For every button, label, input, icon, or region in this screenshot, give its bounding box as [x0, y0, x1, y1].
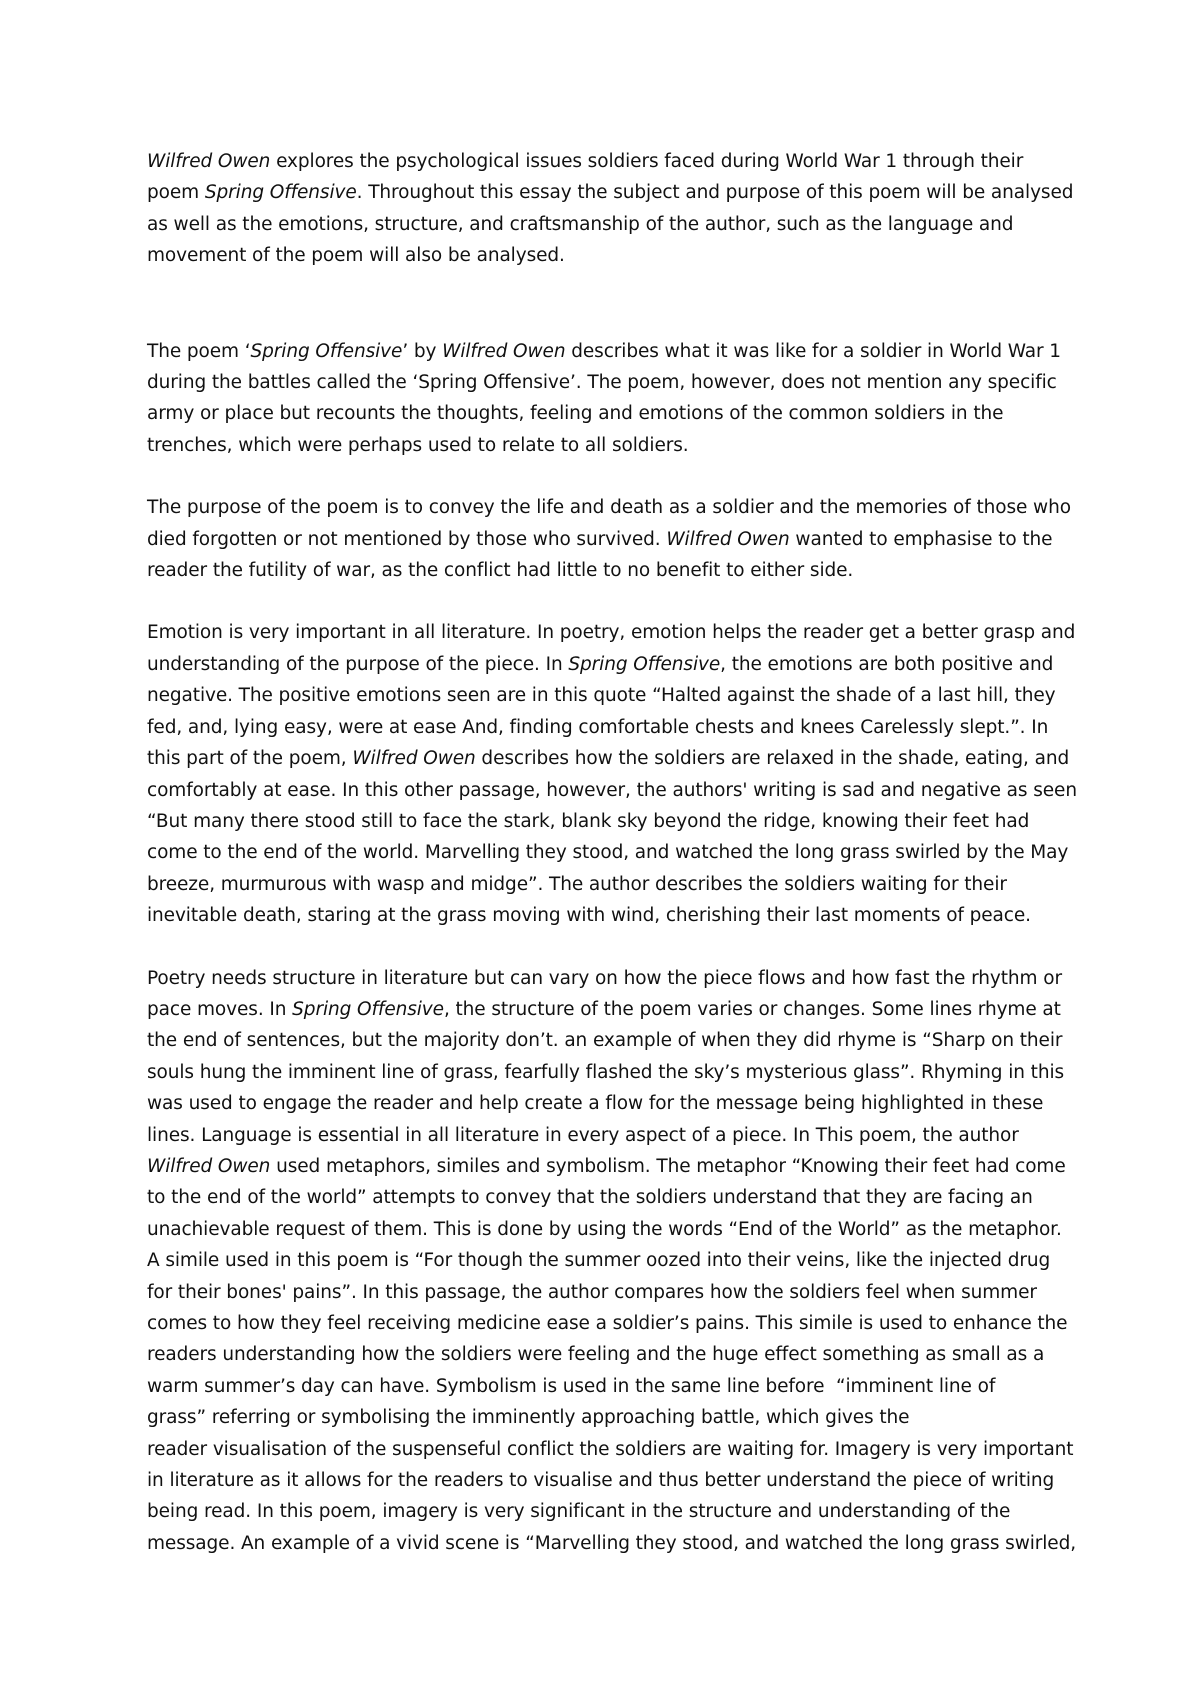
text-line	[147, 837, 1072, 868]
text-run: inevitable death, staring at the grass moving with wind, cherishing their last moments of peace.	[147, 905, 1031, 927]
text-line	[147, 775, 1077, 806]
text-run: describes how the soldiers are relaxed in the shade, eating, and	[475, 748, 1070, 770]
text-run: describes what it was like for a soldier in World War 1	[565, 340, 1061, 362]
text-run: message. An example of a vivid scene is “Marvelling they stood, and watched the long grass swirled,	[147, 1532, 1077, 1554]
text-line	[147, 1057, 1072, 1088]
text-line	[147, 963, 1072, 994]
text-run: used metaphors, similes and symbolism. The metaphor “Knowing their feet had come	[270, 1155, 1066, 1177]
text-run: negative. The positive emotions seen are in this quote “Halted against the shade of a last hill, they	[147, 685, 1056, 707]
text-run: trenches, which were perhaps used to relate to all soldiers.	[147, 434, 689, 456]
text-line	[147, 806, 1072, 837]
text-run: comes to how they feel receiving medicine ease a soldier’s pains. This simile is used to enhance the	[147, 1313, 1068, 1334]
text-line	[147, 524, 1072, 555]
text-line	[147, 1339, 1072, 1370]
text-run: was used to engage the reader and help create a flow for the message being highlighted in these	[147, 1093, 1044, 1115]
text-run: The purpose of the poem is to convey the life and death as a soldier and the memories of those who	[147, 497, 1071, 519]
text-run: poem	[147, 182, 205, 204]
text-line	[147, 492, 1072, 523]
text-line	[147, 1528, 1077, 1559]
text-run: reader visualisation of the suspenseful conflict the soldiers are waiting for. Imagery is very important	[147, 1438, 1074, 1460]
text-line	[147, 398, 1072, 429]
text-run: The poem ‘	[147, 340, 251, 362]
text-run: readers understanding how the soldiers were feeling and the huge effect something as small as a	[147, 1344, 1045, 1366]
text-line	[147, 743, 1072, 774]
text-run: come to the end of the world. Marvelling they stood, and watched the long grass swirled by the May	[147, 842, 1069, 864]
paragraph-spacer	[147, 461, 1072, 492]
text-run: understanding of the purpose of the piece. In	[147, 653, 569, 675]
text-run: comfortably at ease. In this other passage, however, the authors' writing is sad and negative as seen	[147, 779, 1077, 801]
text-run: died forgotten or not mentioned by those who survived.	[147, 528, 667, 550]
text-line	[147, 240, 1072, 271]
text-run: Poetry needs structure in literature but can vary on how the piece flows and how fast the rhythm or	[147, 967, 1062, 989]
text-line	[147, 146, 1072, 177]
text-run: as well as the emotions, structure, and craftsmanship of the author, such as the language and	[147, 213, 1014, 235]
text-run: being read. In this poem, imagery is very significant in the structure and understanding of the	[147, 1501, 1011, 1523]
text-run: “But many there stood still to face the stark, blank sky beyond the ridge, knowing their feet had	[147, 810, 1030, 832]
text-run: for their bones' pains”. In this passage, the author compares how the soldiers feel when summer	[147, 1281, 1037, 1303]
text-run: army or place but recounts the thoughts, feeling and emotions of the common soldiers in the	[147, 403, 1004, 425]
paragraph-2	[147, 336, 1072, 462]
text-run: Emotion is very important in all literature. In poetry, emotion helps the reader get a better grasp and	[147, 622, 1076, 644]
text-line	[147, 1214, 1072, 1245]
text-line	[147, 869, 1072, 900]
italic-text: Wilfred Owen	[666, 528, 790, 550]
text-line	[147, 1277, 1072, 1308]
text-line	[147, 994, 1072, 1025]
text-run: souls hung the imminent line of grass, fearfully flashed the sky’s mysterious glass”. Rhyming in this	[147, 1061, 1065, 1083]
text-line	[147, 1465, 1072, 1496]
text-line	[147, 555, 1072, 586]
paragraph-3	[147, 492, 1072, 586]
text-run: , the structure of the poem varies or changes. Some lines rhyme at	[443, 998, 1061, 1020]
paragraph-1	[147, 146, 1072, 272]
italic-text: Spring Offensive	[292, 998, 444, 1020]
text-run: pace moves. In	[147, 998, 293, 1020]
text-line	[147, 649, 1072, 680]
text-run: this part of the poem,	[147, 748, 353, 770]
text-run: reader the futility of war, as the conflict had little to no benefit to either side.	[147, 560, 854, 582]
paragraph-4	[147, 617, 1077, 931]
italic-text: Wilfred Owen	[352, 748, 476, 770]
text-line	[147, 430, 1072, 461]
text-line	[147, 1182, 1072, 1213]
italic-text: Wilfred Owen	[147, 151, 271, 172]
text-line	[147, 680, 1072, 711]
italic-text: Wilfred Owen	[147, 1155, 271, 1177]
text-run: grass” referring or symbolising the imminently approaching battle, which gives the	[147, 1407, 910, 1429]
text-line	[147, 900, 1072, 931]
text-line	[147, 336, 1072, 367]
text-line	[147, 1371, 1072, 1402]
italic-text: Spring Offensive	[568, 653, 721, 675]
text-line	[147, 1496, 1072, 1527]
text-line	[147, 1434, 1072, 1465]
paragraph-spacer	[147, 272, 1072, 336]
text-line	[147, 1088, 1072, 1119]
text-line	[147, 1308, 1072, 1339]
text-run: lines. Language is essential in all literature in every aspect of a piece. In This poem, the author	[147, 1124, 1019, 1146]
text-line	[147, 1151, 1072, 1182]
paragraph-spacer	[147, 586, 1072, 617]
italic-text: Spring Offensive	[250, 340, 403, 362]
text-run: explores the psychological issues soldiers faced during World War 1 through their	[270, 151, 1024, 172]
text-run: breeze, murmurous with wasp and midge”. The author describes the soldiers waiting for their	[147, 873, 1007, 895]
text-line	[147, 617, 1076, 648]
text-run: A simile used in this poem is “For though the summer oozed into their veins, like the injected drug	[147, 1250, 1051, 1272]
text-line	[147, 1120, 1072, 1151]
paragraph-spacer	[147, 932, 1072, 963]
essay-body	[147, 146, 1077, 1559]
text-run: during the battles called the ‘Spring Offensive’. The poem, however, does not mention any specific	[147, 372, 1057, 394]
text-line	[147, 177, 1072, 208]
text-run: , the emotions are both positive and	[720, 653, 1054, 675]
text-line	[147, 1402, 1072, 1433]
text-run: unachievable request of them. This is done by using the words “End of the World” as the metaphor.	[147, 1218, 1062, 1240]
text-line	[147, 209, 1072, 240]
italic-text: Spring Offensive	[204, 182, 357, 204]
text-line	[147, 1025, 1072, 1056]
text-line	[147, 367, 1072, 398]
text-run: fed, and, lying easy, were at ease And, finding comfortable chests and knees Carelessly slept.”. In	[147, 716, 1049, 738]
text-run: the end of sentences, but the majority don’t. an example of when they did rhyme is “Sharp on their	[147, 1030, 1063, 1052]
text-line	[147, 712, 1072, 743]
text-run: warm summer’s day can have. Symbolism is used in the same line before “imminent line of	[147, 1375, 996, 1397]
text-run: ’ by	[402, 340, 443, 362]
paragraph-5	[147, 963, 1077, 1560]
text-run: wanted to emphasise to the	[789, 528, 1053, 550]
text-run: movement of the poem will also be analysed.	[147, 245, 565, 267]
italic-text: Wilfred Owen	[442, 340, 566, 362]
text-run: to the end of the world” attempts to convey that the soldiers understand that they are facing an	[147, 1187, 1033, 1209]
text-run: in literature as it allows for the readers to visualise and thus better understand the piece of writing	[147, 1470, 1055, 1492]
text-run: . Throughout this essay the subject and purpose of this poem will be analysed	[356, 182, 1074, 204]
text-line	[147, 1245, 1072, 1276]
